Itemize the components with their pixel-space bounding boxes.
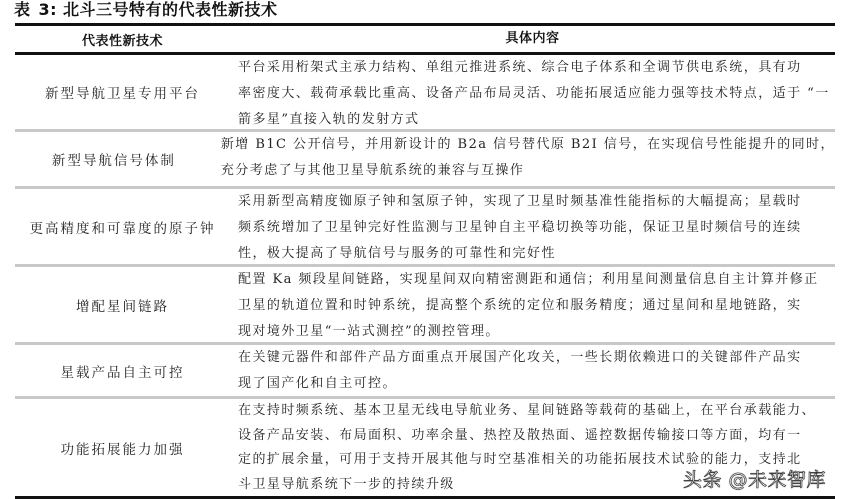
content-line: 在关键元器件和部件产品方面重点开展国产化攻关，一些长期依赖进口的关键部件产品实 (238, 350, 802, 365)
content-line: 平台采用桁架式主承力结构、单组元推进系统、综合电子体系和全调节供电系统，具有功 (238, 60, 802, 75)
row-content (230, 345, 835, 396)
technology-table (15, 23, 835, 499)
table-header-row (15, 26, 835, 55)
header-technology: 代表性新技术 (81, 33, 163, 49)
content-line: 设备产品安装、布局面积、功率余量、热控及散热面、遥控数据传输接口等方面，均有一 (238, 427, 802, 443)
watermark: 头条 @未来智库 (683, 469, 827, 491)
content-line: 箭多星”直接入轨的发射方式 (238, 112, 420, 127)
content-line: 充分考虑了与其他卫星导航系统的兼容与互操作 (220, 163, 525, 178)
content-line: 新增 B1C 公开信号，并用新设计的 B2a 信号替代原 B2I 信号，在实现信号性能提升的同时， (220, 137, 835, 152)
table-title (14, 0, 278, 20)
content-line: 现了国产化和自主可控。 (238, 376, 397, 391)
header-content: 具体内容 (505, 31, 560, 46)
row-content (230, 267, 835, 342)
content-line: 采用新型高精度铷原子钟和氢原子钟，实现了卫星时频基准性能指标的大幅提高；星载时 (238, 194, 802, 209)
content-line: 定的扩展余量，可用于支持开展其他与时空基准相关的功能拓展技术试验的能力，支持北 (238, 452, 802, 467)
table-title-prefix: 表 (14, 0, 31, 19)
content-line: 现对境外卫星“一站式测控”的测控管理。 (238, 324, 500, 339)
content-line: 斗卫星导航系统下一步的持续升级 (238, 476, 455, 492)
table-row (15, 55, 835, 129)
table-row (15, 129, 835, 186)
row-content (230, 55, 835, 129)
row-technology: 新型导航卫星专用平台 (45, 86, 200, 102)
row-technology: 功能拓展能力加强 (60, 441, 185, 458)
row-content (230, 189, 835, 264)
row-technology: 更高精度和可靠度的原子钟 (29, 220, 216, 237)
row-content (213, 132, 835, 186)
table-row (15, 264, 835, 342)
content-line: 性，极大提高了导航信号与服务的可靠性和完好性 (238, 246, 556, 261)
row-technology: 新型导航信号体制 (51, 153, 176, 169)
content-line: 卫星的轨道位置和时钟系统，提高整个系统的定位和服务精度；通过星间和星地链路，实 (238, 298, 802, 313)
row-technology: 星载产品自主可控 (60, 364, 185, 381)
content-line: 频系统增加了卫星钟完好性监测与卫星钟自主平稳切换等功能，保证卫星时频信号的连续 (238, 220, 802, 235)
content-line: 在支持时频系统、基本卫星无线电导航业务、星间链路等载荷的基础上，在平台承载能力、 (238, 403, 817, 418)
table-row (15, 342, 835, 396)
row-technology: 增配星间链路 (76, 298, 169, 315)
table-number: 3: (38, 0, 58, 19)
content-line: 率密度大、载荷承载比重高、设备产品布局灵活、功能拓展适应能力强等技术特点，适于 “一 (238, 86, 830, 101)
table-title-text: 北斗三号特有的代表性新技术 (63, 0, 278, 19)
table-row (15, 186, 835, 264)
content-line: 配置 Ka 频段星间链路，实现星间双向精密测距和通信；利用星间测量信息自主计算并修正 (238, 272, 819, 287)
